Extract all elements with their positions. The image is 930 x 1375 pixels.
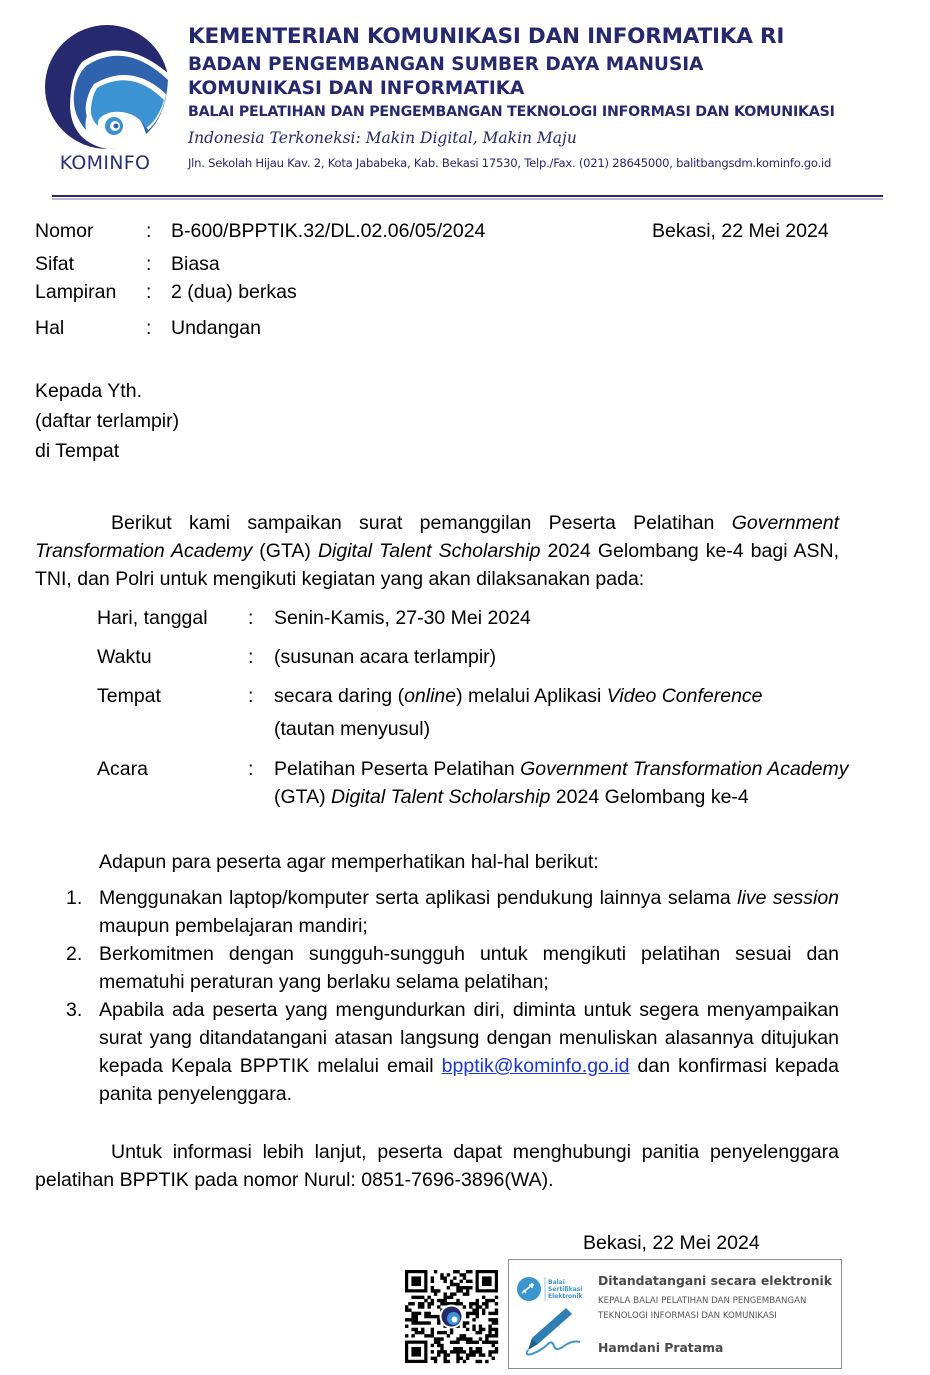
kominfo-globe-icon: [42, 22, 172, 152]
closing-paragraph: [35, 1138, 839, 1194]
qr-code: [405, 1270, 498, 1363]
item3-text-2: dan konfirmasi kepada panita penyelenggara.: [99, 1055, 839, 1105]
event-value-agenda: [274, 755, 849, 811]
event-colon: :: [248, 607, 254, 629]
event-value-time: (susunan acara terlampir): [274, 646, 497, 668]
signer-position-line1: KEPALA BALAI PELATIHAN DAN PENGEMBANGAN: [598, 1296, 807, 1306]
list-item-3: [99, 996, 839, 1108]
pen-signature-icon: [518, 1306, 586, 1358]
email-link[interactable]: bpptik@kominfo.go.id: [441, 1055, 630, 1077]
agenda-text-3: 2024 Gelombang ke-4: [550, 786, 749, 808]
meta-value-hal: Undangan: [171, 317, 261, 339]
qr-code-icon: [405, 1270, 498, 1363]
intro-paragraph: [35, 509, 839, 593]
letterhead-rule-light: [52, 198, 883, 200]
event-value-place: [274, 682, 763, 710]
event-label-agenda: Acara: [97, 758, 148, 780]
meta-value-lampiran: 2 (dua) berkas: [171, 281, 297, 303]
event-label-date: Hari, tanggal: [97, 607, 208, 629]
meta-colon: :: [146, 253, 152, 275]
event-value-date: Senin-Kamis, 27-30 Mei 2024: [274, 607, 531, 629]
item1-text-1: Menggunakan laptop/komputer serta aplikasi pendukung lainnya selama: [99, 887, 738, 909]
institute-name: BALAI PELATIHAN DAN PENGEMBANGAN TEKNOLOGI INFORMASI DAN KOMUNIKASI: [188, 104, 835, 120]
intro-italic-1: Government Transformation Academy: [35, 512, 839, 562]
recipient-greeting: Kepada Yth.: [35, 380, 142, 402]
closing-text: Untuk informasi lebih lanjut, peserta dapat menghubungi panitia penyelenggara pelatihan BPPTIK pada nomor Nurul: 0851-7696-3896(WA).: [35, 1141, 839, 1191]
letterhead-rule: [52, 195, 883, 197]
meta-label-nomor: Nomor: [35, 220, 94, 242]
intro-text-2: (GTA): [252, 540, 318, 562]
bse-logo: [516, 1273, 583, 1305]
intro-text-1: Berikut kami sampaikan surat pemanggilan Peserta Pelatihan: [111, 512, 732, 534]
list-number: 3.: [66, 999, 83, 1021]
intro-italic-2: Digital Talent Scholarship: [317, 540, 541, 562]
e-signed-title: Ditandatangani secara elektronik: [598, 1273, 833, 1288]
place-italic-1: online: [404, 685, 457, 707]
list-number: 1.: [66, 887, 83, 909]
event-label-place: Tempat: [97, 685, 161, 707]
agenda-italic-1: Government Transformation Academy: [520, 758, 849, 780]
agency-name: BADAN PENGEMBANGAN SUMBER DAYA MANUSIA: [188, 54, 704, 75]
recipient-place: di Tempat: [35, 440, 120, 462]
list-number: 2.: [66, 943, 83, 965]
place-text-2: ) melalui Aplikasi: [456, 685, 607, 707]
bse-logo-icon: [516, 1273, 583, 1305]
meta-label-sifat: Sifat: [35, 253, 75, 275]
list-item-1: [99, 884, 839, 940]
place-italic-2: Video Conference: [606, 685, 763, 707]
event-label-time: Waktu: [97, 646, 152, 668]
event-colon: :: [248, 685, 254, 707]
item1-italic: live session: [737, 887, 840, 909]
bse-logo-line2: Sertifikasi: [548, 1286, 583, 1293]
meta-label-lampiran: Lampiran: [35, 281, 117, 303]
letter-date: Bekasi, 22 Mei 2024: [652, 220, 829, 242]
address: Jln. Sekolah Hijau Kav. 2, Kota Jababeka, Kab. Bekasi 17530, Telp./Fax. (021) 28645000, balitbangsdm.kominfo.go.id: [188, 156, 832, 170]
recipient-list: (daftar terlampir): [35, 410, 180, 432]
agenda-text-1: Pelatihan Peserta Pelatihan: [274, 758, 521, 780]
agenda-text-2: (GTA): [274, 786, 332, 808]
item3-text-1: Apabila ada peserta yang mengundurkan diri, diminta untuk segera menyampaikan surat yang ditandatangani atasan langsung dengan menuliskan alasannya ditujukan kepada Kepala BPPTIK melalui email: [99, 999, 839, 1077]
ministry-name: KEMENTERIAN KOMUNIKASI DAN INFORMATIKA RI: [188, 24, 785, 49]
bse-logo-line3: Elektronik: [548, 1293, 583, 1300]
signer-name: Hamdani Pratama: [598, 1340, 724, 1355]
event-value-place-link: (tautan menyusul): [274, 718, 431, 740]
logo-text: KOMINFO: [59, 152, 151, 174]
meta-value-sifat: Biasa: [171, 253, 220, 275]
intro-text-3: 2024 Gelombang ke-4 bagi ASN, TNI, dan Polri untuk mengikuti kegiatan yang akan dilaksanakan pada:: [35, 540, 839, 590]
meta-value-nomor: B-600/BPPTIK.32/DL.02.06/05/2024: [171, 220, 486, 242]
agency-name-line2: KOMUNIKASI DAN INFORMATIKA: [188, 78, 525, 99]
agenda-italic-2: Digital Talent Scholarship: [331, 786, 551, 808]
bse-logo-line1: Balai: [548, 1279, 565, 1286]
event-colon: :: [248, 646, 254, 668]
event-colon: :: [248, 758, 254, 780]
item1-text-2: maupun pembelajaran mandiri;: [99, 915, 368, 937]
tagline: Indonesia Terkoneksi: Makin Digital, Makin Maju: [188, 129, 577, 147]
place-text-1: secara daring (: [274, 685, 405, 707]
signature-date: Bekasi, 22 Mei 2024: [583, 1232, 760, 1254]
signer-position-line2: TEKNOLOGI INFORMASI DAN KOMUNIKASI: [598, 1311, 777, 1321]
list-item-2: Berkomitmen dengan sungguh-sungguh untuk mengikuti pelatihan sesuai dan mematuhi peraturan yang berlaku selama pelatihan;: [99, 943, 839, 993]
meta-colon: :: [146, 220, 152, 242]
meta-colon: :: [146, 317, 152, 339]
meta-label-hal: Hal: [35, 317, 65, 339]
meta-colon: :: [146, 281, 152, 303]
notes-lead: Adapun para peserta agar memperhatikan hal-hal berikut:: [99, 851, 599, 873]
